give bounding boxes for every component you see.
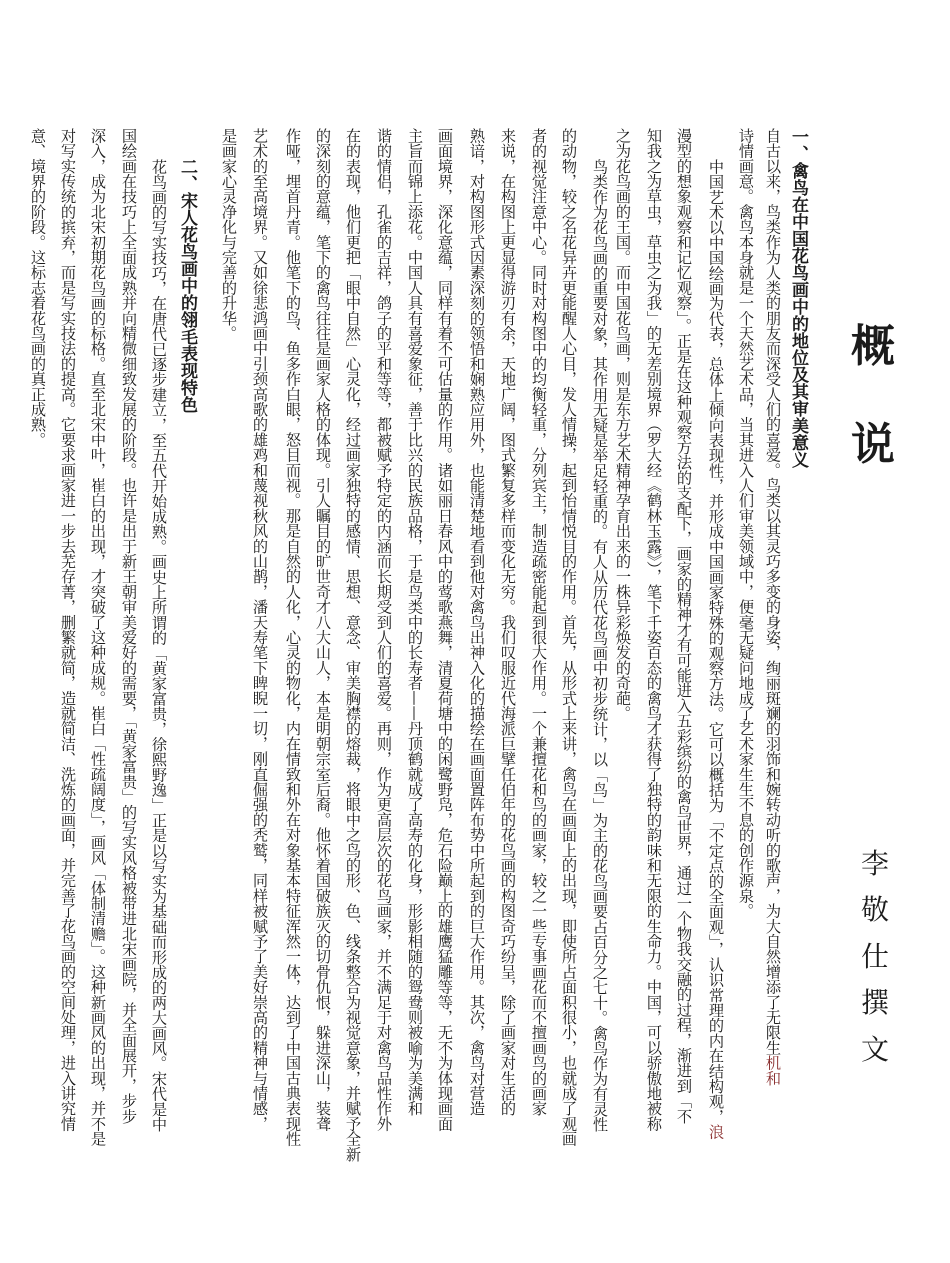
text-line <box>672 128 691 1208</box>
text-line-content: 者的视觉注意中心。同时对构图中的均衡轻重，分列宾主，制造疏密能起到很大作用。一个兼擅花和鸟的画家，较之一些专事画花而不擅画鸟的画家 <box>530 128 548 1116</box>
text-line-content: 对写实传统的摈弃，而是写实技法的提高。它要求画家进一步去芜存菁，删繁就简，造就简洁、洗炼的画面，并完善了花鸟画的空间处理，进入讲究情 <box>59 128 77 1132</box>
text-line <box>704 128 723 1208</box>
author-char: 敬 <box>860 893 889 926</box>
text-line <box>26 128 45 1208</box>
text-line-content: 是画家心灵净化与完善的升华。 <box>220 128 238 341</box>
text-line <box>341 128 360 1208</box>
text-line-accent: 浪 <box>707 1124 725 1140</box>
text-line <box>372 128 391 1208</box>
text-line <box>248 128 267 1208</box>
text-line <box>217 128 236 1208</box>
author-char: 撰 <box>860 986 889 1019</box>
text-line-content: 诗情画意。禽鸟本身就是一个天然艺术品，当其进入人们审美领域中，便毫无疑问地成了艺术家生生不息的创作源泉。 <box>737 128 755 919</box>
text-line-content: 国绘画在技巧上全面成熟并向精微细致发展的阶段。也许是出于新王朝审美爱好的需要，「黄家富贵」的写实风格被带进北宋画院，并全面展开，步步 <box>120 128 138 1124</box>
text-line-content: 的动物，较之名花异卉更能醒人心目，发人情操，起到怡情悦目的作用。首先，从形式上来讲，禽鸟在画面上的出现，即使所占面积很小，也就成了观画 <box>560 128 578 1147</box>
text-line-content: 作哑，埋首丹青。他笔下的鸟、鱼多作白眼，怒目而视。那是自然的人化，心灵的物化，内在情致和外在对象基本特征浑然一体，达到了中国古典表现性 <box>284 128 302 1147</box>
text-line <box>734 128 753 1208</box>
page-title-char: 说 <box>851 419 895 470</box>
text-line <box>281 128 300 1208</box>
text-line <box>496 128 515 1208</box>
text-line-content: 谐的情侣，孔雀的吉祥，鸽子的平和等等，都被赋予特定的内涵而长期受到人们的喜爱。再则，作为更高层次的花鸟画家，并不满足于对禽鸟品性作外 <box>375 128 393 1132</box>
text-line <box>557 128 576 1208</box>
text-line-content: 主旨而锦上添花。中国人具有喜爱象征，善于比兴的民族品格，于是鸟类中的长寿者——丹顶鹤就成了高寿的化身，形影相随的鸳鸯则被喻为美满和 <box>406 128 424 1116</box>
text-line <box>761 128 780 1208</box>
text-line <box>465 128 484 1208</box>
text-line-content: 意、境界的阶段。这标志着花鸟画的真正成熟。 <box>29 128 47 448</box>
text-line-content: 自古以来，鸟类作为人类的朋友而深受人们的喜爱。鸟类以其灵巧多变的身姿，绚丽斑斓的羽饰和婉转动听的歌声，为大自然增添了无限生 <box>764 128 782 1056</box>
text-line-content: 漫型的想象观察和记忆观察」。正是在这种观察方法的支配下，画家的精神才有可能进入五彩缤纷的禽鸟世界，通过一个物我交融的过程，渐进到「不 <box>675 128 693 1124</box>
text-line-content: 来说，在构图上更显得游刃有余，天地广阔，图式繁复多样而变化无穷。我们叹服近代海派巨擘任伯年的花鸟画的构图奇巧纷呈，除了画家对生活的 <box>499 128 517 1116</box>
text-line <box>117 128 136 1208</box>
text-line-content: 之为花鸟画的王国。而中国花鸟画，则是东方艺术精神孕育出来的一株异彩焕发的奇葩。 <box>614 128 632 721</box>
author-char: 文 <box>860 1033 889 1066</box>
text-line-content: 艺术的至高境界。又如徐悲鸿画中引颈高歌的雄鸡和蔑视秋风的山鹊，潘天寿笔下睥睨一切，刚直倔强的秃鹫，同样被赋予了美好崇高的精神与情感， <box>251 128 269 1132</box>
text-line <box>86 128 105 1208</box>
text-line-content: 花鸟画的写实技巧，在唐代已逐步建立，至五代开始成熟。画史上所谓的「黄家富贵，徐熙野逸」正是以写实为基础而形成的两大画风。宋代是中 <box>150 159 168 1132</box>
author-char: 李 <box>860 847 889 880</box>
text-line-content: 知我之为草虫，草虫之为我」的无差别境界（罗大经《鹤林玉露》），笔下千姿百态的禽鸟才获得了独特的韵味和无限的生命力。中国，可以骄傲地被称 <box>645 128 663 1132</box>
text-line-accent: 机和 <box>764 1055 782 1086</box>
text-line-content: 在的表现，他们更把「眼中自然」心灵化，经过画家独特的感情、思想、意念、审美胸襟的熔裁，将眼中之鸟的形、色、线条整合为视觉意象，并赋予全新 <box>344 128 362 1162</box>
text-line <box>611 128 630 1208</box>
text-line <box>56 128 75 1208</box>
text-line <box>642 128 661 1208</box>
text-line <box>311 128 330 1208</box>
text-line-content: 画面境界，深化意蕴，同样有着不可估量的作用。诸如丽日春风中的莺歌燕舞，清夏荷塘中的闲鹭野凫，危石险巅上的雄鹰猛雕等等，无不为体现画面 <box>436 128 454 1132</box>
text-line <box>147 128 166 1208</box>
section-heading: 一、禽鸟在中国花鸟画中的地位及其审美意义 <box>788 128 808 468</box>
section-heading: 二、宋人花鸟画中的翎毛表现特色 <box>177 158 197 413</box>
text-line <box>433 128 452 1208</box>
text-line <box>403 128 422 1208</box>
text-line-content: 中国艺术以中国绘画为代表，总体上倾向表现性，并形成中国画家特殊的观察方法。它可以概括为「不定点的全面观」，认识常理的内在结构观， <box>707 159 725 1125</box>
text-line-content: 熟谙，对构图形式因素深刻的领悟和娴熟应用外，也能清楚地看到他对禽鸟出神入化的描绘在画面置阵布势中所起到的巨大作用。其次，禽鸟对营造 <box>468 128 486 1116</box>
author-char: 仕 <box>860 940 889 973</box>
text-line <box>527 128 546 1208</box>
text-line-content: 的深刻的意蕴，笔下的禽鸟往往是画家人格的体现。引人瞩目的旷世奇才八大山人，本是明朝宗室后裔。他怀着国破族灭的切骨仇恨，躲进深山，装聋 <box>314 128 332 1132</box>
text-line-content: 深入，成为北宋初期花鸟画的标格。直至北宋中叶，崔白的出现，才突破了这种成规。崔白「性疏阔度」，画风「体制清赡」。这种新画风的出现，并不是 <box>89 128 107 1147</box>
text-line-content: 鸟类作为花鸟画的重要对象，其作用无疑是举足轻重的。有人从历代花鸟画中初步统计，以「鸟」为主的花鸟画要占百分之七十。禽鸟作为有灵性 <box>591 159 609 1132</box>
text-line <box>588 128 607 1208</box>
page-title-char: 概 <box>851 321 895 372</box>
